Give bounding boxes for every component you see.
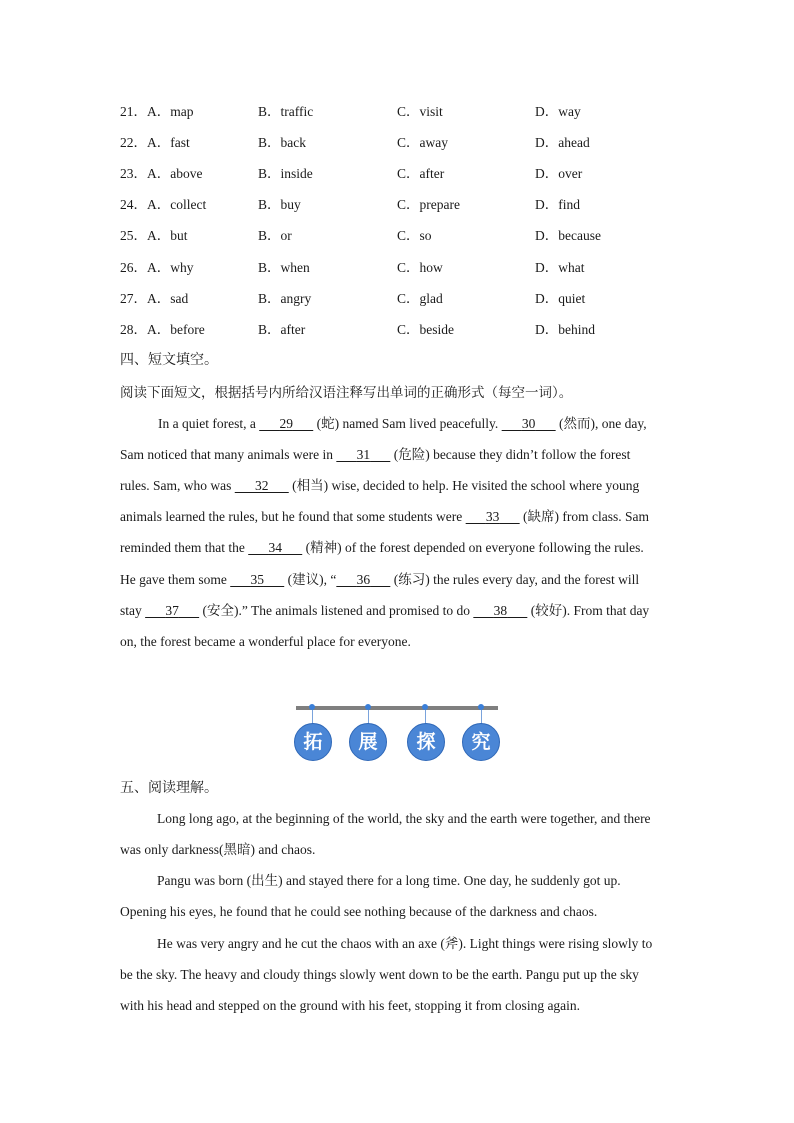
passage-text: reminded them that the	[120, 540, 249, 555]
passage-text: (安全).” The animals listened and promised to do	[199, 603, 474, 618]
blank-number: 31	[356, 447, 371, 462]
question-number: 23．	[120, 166, 147, 181]
option-d: D．because	[535, 228, 601, 243]
blank-number: 35	[250, 572, 264, 587]
passage-text: stay	[120, 603, 146, 618]
option-d: D．over	[535, 166, 583, 181]
passage-text: (练习) the rules every day, and the forest will	[390, 572, 640, 587]
option-b: B．after	[258, 322, 306, 337]
question-number: 24．	[120, 197, 147, 212]
banner-stick	[425, 710, 426, 724]
blank-33[interactable]	[466, 507, 520, 527]
passage-text: (相当) wise, decided to help. He visited the school where young	[288, 478, 640, 493]
question-number: 22．	[120, 135, 147, 150]
banner-char-tan: 探	[407, 723, 445, 761]
reading-line: He was very angry and he cut the chaos with an axe (斧). Light things were rising slowly to	[157, 936, 653, 951]
option-c: C．prepare	[397, 197, 460, 212]
question-number: 21．	[120, 104, 147, 119]
question-number: 26．	[120, 260, 147, 275]
blank-number: 33	[485, 509, 500, 524]
passage-text: He gave them some	[120, 572, 231, 587]
passage-text: (精神) of the forest depended on everyone following the rules.	[302, 540, 644, 555]
option-a	[120, 226, 188, 246]
passage-text: (缺席) from class. Sam	[519, 509, 650, 524]
blank-31[interactable]	[336, 445, 390, 465]
option-b: B．or	[258, 228, 292, 243]
passage-text: (危险) because they didn’t follow the forest	[390, 447, 631, 462]
banner-char-tuo: 拓	[294, 723, 332, 761]
option-c: C．after	[397, 166, 445, 181]
passage-line	[120, 538, 644, 558]
option-a	[120, 289, 188, 309]
passage-line	[120, 476, 639, 496]
banner-stick	[368, 710, 369, 724]
passage-line	[120, 601, 649, 621]
section-4-heading: 四、短文填空。	[120, 352, 218, 368]
explore-banner	[296, 700, 498, 762]
passage-text: In a quiet forest, a	[158, 416, 260, 431]
banner-bar	[296, 706, 498, 710]
option-a-text: A．before	[147, 322, 205, 337]
passage-line	[158, 414, 647, 434]
blank-number: 29	[279, 416, 293, 431]
blank-37[interactable]	[145, 601, 199, 621]
reading-line: Opening his eyes, he found that he could see nothing because of the darkness and chaos.	[120, 904, 598, 919]
passage-text: Sam noticed that many animals were in	[120, 447, 337, 462]
option-a-text: A．map	[147, 104, 194, 119]
option-c: C．beside	[397, 322, 454, 337]
passage-text: on, the forest became a wonderful place for everyone.	[120, 634, 411, 649]
option-a	[120, 258, 194, 278]
passage-text: rules. Sam, who was	[120, 478, 235, 493]
option-a-text: A．sad	[147, 291, 189, 306]
passage-line	[120, 507, 649, 527]
option-d: D．quiet	[535, 291, 586, 306]
blank-number: 30	[521, 416, 536, 431]
passage-text: (建议), “	[284, 572, 337, 587]
question-number: 25．	[120, 228, 147, 243]
option-a-text: A．why	[147, 260, 194, 275]
option-a	[120, 133, 190, 153]
option-d: D．find	[535, 197, 580, 212]
option-b: B．when	[258, 260, 310, 275]
banner-char-jiu: 究	[462, 723, 500, 761]
banner-char-zhan: 展	[349, 723, 387, 761]
option-c: C．so	[397, 228, 432, 243]
section-5-heading: 五、阅读理解。	[120, 780, 218, 796]
option-b: B．inside	[258, 166, 313, 181]
passage-line	[120, 570, 639, 590]
reading-line: with his head and stepped on the ground with his feet, stopping it from closing again.	[120, 998, 581, 1013]
blank-36[interactable]	[336, 570, 390, 590]
option-b: B．buy	[258, 197, 301, 212]
blank-number: 34	[268, 540, 282, 555]
option-a	[120, 102, 194, 122]
option-c: C．visit	[397, 104, 443, 119]
option-b: B．traffic	[258, 104, 314, 119]
reading-line: was only darkness(黑暗) and chaos.	[120, 842, 316, 857]
question-number: 28．	[120, 322, 147, 337]
reading-line: be the sky. The heavy and cloudy things slowly went down to be the earth. Pangu put up the sky	[120, 967, 639, 982]
passage-text: (蛇) named Sam lived peacefully.	[313, 416, 502, 431]
option-a	[120, 320, 205, 340]
passage-text: (较好). From that day	[527, 603, 650, 618]
option-a-text: A．but	[147, 228, 188, 243]
passage-text: (然而), one day,	[555, 416, 647, 431]
option-a	[120, 164, 202, 184]
option-a	[120, 195, 206, 215]
option-b: B．angry	[258, 291, 312, 306]
option-c: C．glad	[397, 291, 443, 306]
option-d: D．what	[535, 260, 585, 275]
question-number: 27．	[120, 291, 147, 306]
option-b: B．back	[258, 135, 306, 150]
blank-number: 32	[255, 478, 269, 493]
banner-stick	[312, 710, 313, 724]
passage-text: animals learned the rules, but he found that some students were	[120, 509, 466, 524]
option-d: D．behind	[535, 322, 595, 337]
blank-32[interactable]	[235, 476, 289, 496]
passage-line	[120, 632, 411, 652]
blank-number: 37	[165, 603, 179, 618]
option-c: C．away	[397, 135, 448, 150]
blank-38[interactable]	[473, 601, 527, 621]
reading-line: Long long ago, at the beginning of the world, the sky and the earth were together, and there	[157, 811, 651, 826]
blank-34[interactable]	[248, 538, 302, 558]
blank-29[interactable]	[259, 414, 313, 434]
option-d: D．ahead	[535, 135, 590, 150]
banner-stick	[481, 710, 482, 724]
blank-number: 38	[493, 603, 508, 618]
option-a-text: A．collect	[147, 197, 207, 212]
option-c: C．how	[397, 260, 443, 275]
blank-number: 36	[356, 572, 371, 587]
option-a-text: A．above	[147, 166, 203, 181]
option-a-text: A．fast	[147, 135, 190, 150]
section-4-instruction: 阅读下面短文，根据括号内所给汉语注释写出单词的正确形式（每空一词）。	[120, 385, 573, 401]
blank-30[interactable]	[502, 414, 556, 434]
blank-35[interactable]	[230, 570, 284, 590]
option-d: D．way	[535, 104, 581, 119]
passage-line	[120, 445, 630, 465]
reading-line: Pangu was born (出生) and stayed there for a long time. One day, he suddenly got up.	[157, 873, 621, 888]
